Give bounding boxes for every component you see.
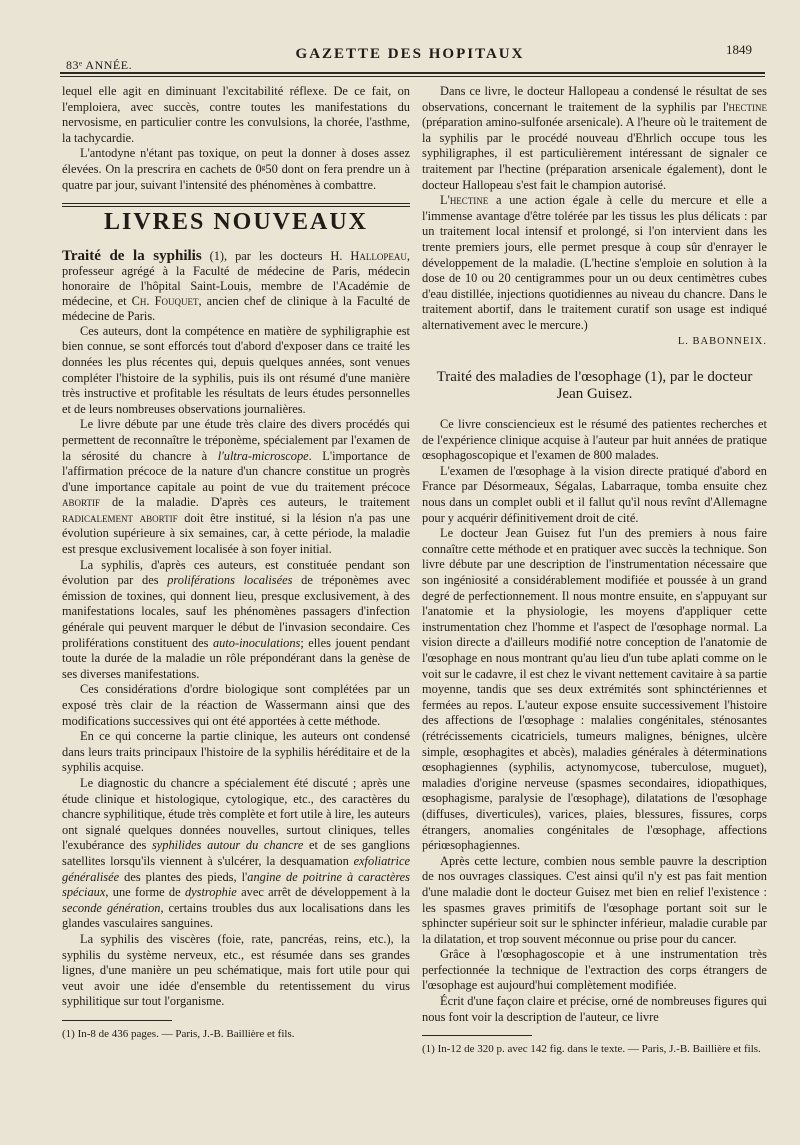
header-rule: [60, 72, 765, 74]
footnote: (1) In-12 de 320 p. avec 142 fig. dans le texte. — Paris, J.-B. Baillière et fils.: [422, 1043, 761, 1056]
paragraph: L'examen de l'œsophage à la vision directe pratiqué d'abord en France par Désormeaux, Ségalas, Labarraque, tomba ensuite chez nous dans un complet oubli et il fallut qu'il nous revînt d'Allemagne pour y acquérir définitivement droit de cité.: [422, 463, 767, 525]
paragraph: Après cette lecture, combien nous semble pauvre la description de nos ouvrages classiques. C'est ainsi qu'il n'y est pas fait mention d'une maladie dont le docteur Guisez met bien en relief l'existence : les spasmes graves primitifs de l'œsophage portant soit sur le sphincter supérieur soit sur le sphincter inférieur, maladie curable par la dilatation, et trop souvent méconnue ou prise pour du cancer.: [422, 853, 767, 946]
text-run: et de ses ganglions satellites lorsqu'ils viennent à s'ulcérer, la desquamation: [62, 838, 410, 868]
header-rule-thin: [60, 76, 765, 77]
smallcaps-text: hectine: [728, 99, 767, 114]
author-name: Ch. Fouquet: [131, 293, 199, 308]
paragraph: Ces considérations d'ordre biologique sont complétées par un exposé très clair de la réaction de Wassermann ainsi que des modifications successives qui ont été apportées à cette méthode.: [62, 682, 410, 728]
italic-text: seconde génération: [62, 900, 161, 915]
italic-text: syphilides autour du chancre: [151, 838, 304, 853]
text-run: avec arrêt de développement à la: [236, 885, 410, 900]
section-divider: [62, 203, 410, 204]
paragraph: Ce livre consciencieux est le résumé des patientes recherches et de l'expérience clinique acquise à l'auteur par huit années de pratique œsophagoscopique et l'examen de 800 malades.: [422, 417, 767, 463]
text-run: L': [440, 193, 450, 208]
italic-text: proliférations localisées: [167, 573, 293, 588]
footnote: (1) In-8 de 436 pages. — Paris, J.-B. Baillière et fils.: [62, 1027, 295, 1040]
italic-text: l'ultra-microscope: [217, 448, 309, 463]
text-run: a une action égale à celle du mercure et elle a l'immense avantage d'être tolérée par les tissus les plus délicats : par un traitement local intensif et prolongé, si l'on intervient dans les trente premiers jours, elle permet presque à coup sûr d'enrayer le développement de la maladie. (L'hectine s'emploie en solution à la dose de 10 ou 20 centigrammes pour un ou deux centimètres cubes d'eau distillée, injections quotidiennes au niveau du chancre. Dans le traitement abortif, dans le traitement curatif son usage est indiqué alternativement avec le mercure.): [422, 193, 767, 332]
paragraph: [62, 776, 410, 932]
text-run: . L'importance de l'affirmation précoce de la nature d'un chancre constitue un progrès d'une importance capitale au point de vue du traitement précoce: [62, 448, 410, 494]
author-description: , professeur agrégé à la Faculté de médecine de Paris, médecin honoraire de l'hôpital Saint-Louis, membre de l'Académie de médecine, et: [62, 248, 410, 308]
section-title: LIVRES NOUVEAUX: [103, 209, 369, 236]
text-run: , certains troubles dus aux localisations dans les glandes vasculaires sanguines.: [62, 900, 411, 931]
paragraph: En ce qui concerne la partie clinique, les auteurs ont condensé dans leurs traits principaux l'histoire de la syphilis héréditaire et de la syphilis acquise.: [62, 729, 410, 775]
paragraph: [62, 558, 410, 683]
journal-title: GAZETTE DES HOPITAUX: [295, 46, 525, 62]
text-run: La syphilis, d'après ces auteurs, est constituée pendant son évolution par des: [62, 557, 410, 588]
paragraph: Grâce à l'œsophagoscopie et à une instrumentation très perfectionnée la technique de l'extraction des corps étrangers de l'œsophage est aujourd'hui complètement modifiée.: [422, 947, 767, 993]
text-run: , une forme de: [105, 885, 185, 900]
book-entry-title: Traité des maladies de l'œsophage (1), par le docteur Jean Guisez.: [436, 369, 753, 403]
paragraph: L'antodyne n'étant pas toxique, on peut la donner à doses assez élevées. On la prescrira en cachets de 0ᵍ50 dont on fera prendre un à quatre par jour, suivant l'intensité des phénomènes à combattre.: [62, 146, 410, 192]
smallcaps-text: abortif: [62, 495, 100, 510]
smallcaps-text: hectine: [449, 193, 489, 208]
byline: , par les docteurs H.: [224, 248, 351, 263]
footnote-rule: [422, 1035, 532, 1036]
italic-text: dystrophie: [184, 885, 237, 900]
text-run: ; elles jouent pendant toute la durée de la maladie un rôle prépondérant dans la genèse de ses diverses manifestations.: [62, 635, 410, 681]
page-number: 1849: [726, 42, 752, 57]
text-run: de tréponèmes avec émission de toxines, qui donnent lieu, presque exclusivement, à des manifestations locales, sauf les phénomènes passagers d'infection générale qui peuvent marquer le début de l'invasion secondaire. Ces proliférations constituent des: [62, 573, 411, 650]
paragraph: lequel elle agit en diminuant l'excitabilité réflexe. De ce fait, on l'emploiera, avec succès, contre toutes les manifestations du nervosisme, en particulier contre les convulsions, la chorée, l'asthme, la tachycardie.: [62, 84, 410, 145]
author-name: Hallopeau: [350, 248, 407, 263]
paragraph: Le docteur Jean Guisez fut l'un des premiers à nous faire connaître cette méthode et en pratiquer avec succès la technique. Son livre débute par une description de l'instrumentation nécessaire que son ingéniosité a considérablement modifiée et poussée à un grand degré de perfectionnement. Il nous montre ensuite, en s'appuyant sur l'anatomie et la physiologie, les moyens d'appliquer cette instrumentation chez l'homme et l'aspect de l'œsophage normal. La vision directe a d'ailleurs modifié notre conception de l'anatomie de l'œsophage en nous montrant qu'au lieu d'un tube aplati comme on le voit sur le cadavre, il est chez le vivant nettement cavitaire à sa partie moyenne, tandis que ses deux extrémités sont sphinctériennes et fermées au repos. L'auteur expose ensuite successivement l'histoire des affections de l'œsophage : malalies congénitales, sténosantes (rétrécissements cicatriciels, tumeurs malignes, bénignes, ulcère simple, œsophagites et abcès), maladies générales à déterminations œsophagiennes (syphilis, actynomycose, tuberculose, muguet), maladies d'origine nerveuse (spasmes secondaires, idiopathiques, œsophagisme, paralysie de l'œsophage), dilatations de l'œsophage (diffuses, diverticules), varices, plaies, blessures, fissures, corps étrangers, anomalies congénitales de l'œsophage, affections périœsophagiennes.: [422, 526, 767, 853]
issue-label: 83ᵉ ANNÉE.: [66, 58, 133, 72]
italic-text: auto-inoculations: [212, 635, 301, 650]
author-signature: L. BABONNEIX.: [677, 335, 767, 347]
text-run: doit être institué, si la lésion n'a pas une évolution supérieure à six semaines, car, à cette période, la maladie est presque exclusivement localisée à son foyer initial.: [62, 510, 410, 557]
footnote-ref: (1): [209, 248, 225, 263]
text-run: Le livre débute par une étude très claire des divers procédés qui permettent de reconnaître le tréponème, spécialement par l'examen de la sérosité du chancre à: [62, 417, 410, 463]
book-title: Traité de la syphilis: [62, 247, 202, 264]
text-run: Dans ce livre, le docteur Hallopeau a condensé le résultat de ses observations, concernant le traitement de la syphilis par l': [422, 84, 767, 114]
section-divider: [62, 206, 410, 207]
paragraph: [422, 84, 767, 193]
italic-text: angine de poitrine à caractères spéciaux: [62, 869, 411, 900]
footnote-rule: [62, 1020, 172, 1021]
paragraph: [422, 193, 767, 333]
italic-text: exfoliatrice généralisée: [62, 853, 410, 884]
paragraph: Ces auteurs, dont la compétence en matière de syphiligraphie est bien connue, se sont efforcés tout d'abord d'exposer dans ce traité les données les plus récentes qui, depuis quelques années, sont venues compléter l'histoire de la syphilis, puis ils ont résumé d'une manière très instructive et profitable les résultats de leurs études personnelles et de leurs nombreuses observations journalières.: [62, 323, 410, 416]
right-column: [422, 84, 767, 1056]
text-run: des plantes des pieds, l': [119, 869, 248, 884]
book-entry-title: [62, 249, 410, 324]
paragraph: La syphilis des viscères (foie, rate, pancréas, reins, etc.), la syphilis du système nerveux, etc., est résumée dans ses grandes lignes, d'une manière un peu schématique, mais fort utile pour qui veut avoir une idée d'ensemble du retentissement du virus syphilitique sur tout l'organisme.: [62, 931, 410, 1009]
text-run: Le diagnostic du chancre a spécialement été discuté ; après une étude clinique et histologique, cytologique, etc., des caractères du chancre syphilitique, étude très complète et fort utile à lire, les auteurs ont signalé quelques données nouvelles, surtout cliniques, telles l'exubérance des: [62, 775, 410, 853]
paragraph: Écrit d'une façon claire et précise, orné de nombreuses figures qui nous font voir la description de l'auteur, ce livre: [422, 994, 767, 1024]
left-column: [62, 84, 410, 1041]
paragraph: [62, 417, 410, 557]
text-run: (préparation amino-sulfonée arsenicale). A l'heure où le traitement de la syphilis par le procédé nouveau d'Ehrlich occupe tous les syphiligraphes, il est particulièrement intéressant de signaler ce traitement par l'hectine (préparation arsenicale également), dont le docteur Hallopeau s'est fait le champion autorisé.: [422, 115, 767, 192]
text-run: de la maladie. D'après ces auteurs, le traitement: [99, 495, 410, 510]
author-description: , ancien chef de clinique à la Faculté de médecine de Paris.: [62, 293, 411, 323]
smallcaps-text: radicalement abortif: [62, 510, 178, 525]
